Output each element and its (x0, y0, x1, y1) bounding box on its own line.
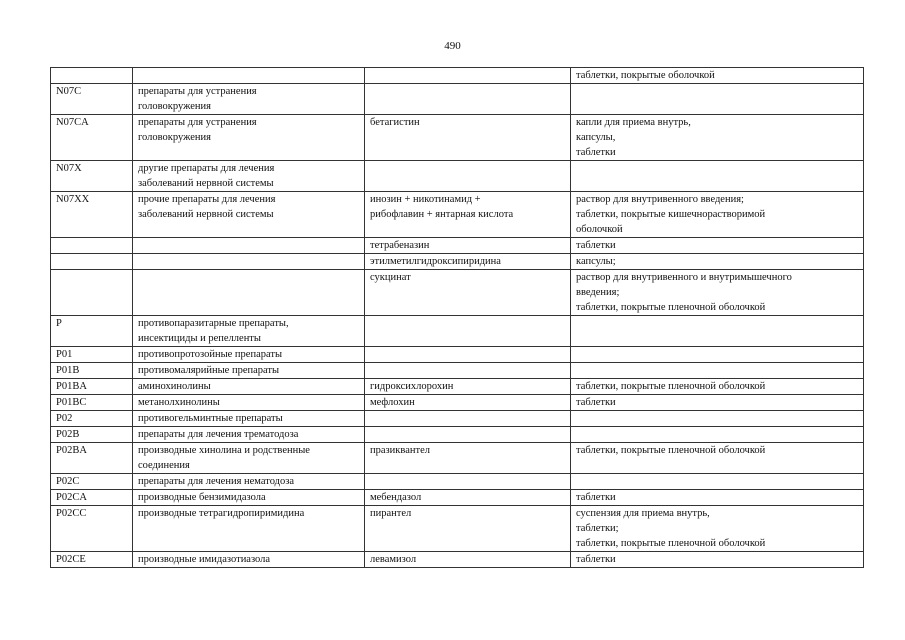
atc-code-cell: P01BC (51, 395, 133, 411)
atc-group-line: соединения (138, 460, 190, 471)
atc-group-line: противопротозойные препараты (138, 349, 283, 360)
atc-group-line: производные тетрагидропиримидина (138, 508, 305, 519)
atc-code-cell: P02CC (51, 506, 133, 552)
atc-group-cell (133, 443, 365, 474)
dosage-form-line: суспензия для приема внутрь, (576, 508, 710, 519)
dosage-form-cell (571, 115, 864, 161)
drug-name-cell (365, 363, 571, 379)
atc-group-line: метанолхинолины (138, 397, 220, 408)
atc-group-cell (133, 379, 365, 395)
dosage-form-line: капли для приема внутрь, (576, 117, 691, 128)
dosage-form-cell (571, 84, 864, 115)
atc-group-line: производные бензимидазола (138, 492, 266, 503)
table-row (51, 552, 864, 568)
atc-code-cell (51, 270, 133, 316)
dosage-form-cell (571, 238, 864, 254)
atc-group-line: противопаразитарные препараты, (138, 318, 289, 329)
drug-name-cell (365, 411, 571, 427)
table-row (51, 68, 864, 84)
drug-name-cell (365, 115, 571, 161)
table-row (51, 161, 864, 192)
dosage-form-line: таблетки (576, 397, 616, 408)
atc-code-cell: P02 (51, 411, 133, 427)
dosage-form-cell (571, 411, 864, 427)
dosage-form-cell (571, 443, 864, 474)
dosage-form-cell (571, 395, 864, 411)
atc-group-cell (133, 161, 365, 192)
table-row (51, 506, 864, 552)
dosage-form-cell (571, 347, 864, 363)
drug-name-line: рибофлавин + янтарная кислота (370, 209, 514, 220)
drug-name-cell (365, 84, 571, 115)
table-row (51, 443, 864, 474)
atc-code-cell: P02BA (51, 443, 133, 474)
atc-group-line: головокружения (138, 101, 211, 112)
atc-code-cell: P01B (51, 363, 133, 379)
drug-name-cell (365, 379, 571, 395)
atc-code-cell (51, 254, 133, 270)
drug-table (50, 67, 864, 568)
atc-code-cell: P02CE (51, 552, 133, 568)
drug-name-line: инозин + никотинамид + (370, 194, 481, 205)
drug-name-cell (365, 68, 571, 84)
atc-group-cell (133, 506, 365, 552)
table-row (51, 115, 864, 161)
atc-group-cell (133, 238, 365, 254)
atc-code-cell (51, 238, 133, 254)
atc-group-cell (133, 363, 365, 379)
atc-group-cell (133, 270, 365, 316)
atc-group-line: препараты для лечения трематодоза (138, 429, 299, 440)
drug-name-cell (365, 443, 571, 474)
drug-name-line: левамизол (370, 554, 417, 565)
table-row (51, 84, 864, 115)
atc-code-cell: N07X (51, 161, 133, 192)
page-number: 490 (444, 40, 461, 52)
atc-code-cell: P (51, 316, 133, 347)
dosage-form-line: таблетки, покрытые пленочной оболочкой (576, 445, 766, 456)
atc-group-cell (133, 427, 365, 443)
dosage-form-line: раствор для внутривенного и внутримышечного (576, 272, 792, 283)
dosage-form-line: таблетки (576, 147, 616, 158)
drug-name-line: тетрабеназин (370, 240, 430, 251)
drug-name-cell (365, 347, 571, 363)
atc-group-line: препараты для устранения (138, 117, 257, 128)
drug-name-cell (365, 395, 571, 411)
drug-name-cell (365, 270, 571, 316)
dosage-form-line: введения; (576, 287, 620, 298)
drug-name-line: бетагистин (370, 117, 420, 128)
atc-group-line: аминохинолины (138, 381, 211, 392)
dosage-form-cell (571, 379, 864, 395)
drug-name-cell (365, 506, 571, 552)
drug-name-cell (365, 490, 571, 506)
drug-name-cell (365, 238, 571, 254)
table-row (51, 192, 864, 238)
atc-group-line: противогельминтные препараты (138, 413, 283, 424)
drug-name-cell (365, 427, 571, 443)
dosage-form-cell (571, 490, 864, 506)
drug-name-cell (365, 161, 571, 192)
atc-group-line: головокружения (138, 132, 211, 143)
dosage-form-cell (571, 270, 864, 316)
table-row (51, 254, 864, 270)
table-row (51, 270, 864, 316)
drug-name-line: пирантел (370, 508, 412, 519)
atc-code-cell: P01BA (51, 379, 133, 395)
table-row (51, 427, 864, 443)
drug-name-line: мебендазол (370, 492, 422, 503)
atc-group-cell (133, 395, 365, 411)
atc-group-cell (133, 490, 365, 506)
drug-name-line: празиквантел (370, 445, 430, 456)
dosage-form-cell (571, 68, 864, 84)
dosage-form-line: таблетки, покрытые пленочной оболочкой (576, 381, 766, 392)
dosage-form-line: таблетки, покрытые оболочкой (576, 70, 715, 81)
drug-name-cell (365, 316, 571, 347)
atc-group-cell (133, 192, 365, 238)
dosage-form-line: оболочкой (576, 224, 623, 235)
dosage-form-line: капсулы; (576, 256, 616, 267)
dosage-form-cell (571, 474, 864, 490)
drug-name-cell (365, 552, 571, 568)
atc-group-line: производные имидазотиазола (138, 554, 271, 565)
table-row (51, 395, 864, 411)
table-row (51, 363, 864, 379)
atc-code-cell: N07C (51, 84, 133, 115)
drug-table-body (51, 68, 864, 568)
dosage-form-line: таблетки (576, 240, 616, 251)
dosage-form-cell (571, 506, 864, 552)
dosage-form-line: таблетки (576, 554, 616, 565)
atc-code-cell: P02CA (51, 490, 133, 506)
dosage-form-line: таблетки; (576, 523, 619, 534)
dosage-form-line: таблетки, покрытые пленочной оболочкой (576, 302, 766, 313)
drug-name-line: этилметилгидроксипиридина (370, 256, 501, 267)
atc-code-cell: P02B (51, 427, 133, 443)
atc-group-line: заболеваний нервной системы (138, 209, 274, 220)
dosage-form-cell (571, 552, 864, 568)
table-row (51, 411, 864, 427)
atc-code-cell: P01 (51, 347, 133, 363)
drug-name-line: мефлохин (370, 397, 415, 408)
dosage-form-cell (571, 254, 864, 270)
dosage-form-cell (571, 192, 864, 238)
atc-group-cell (133, 411, 365, 427)
atc-code-cell: P02C (51, 474, 133, 490)
table-row (51, 316, 864, 347)
atc-group-cell (133, 552, 365, 568)
dosage-form-line: таблетки, покрытые пленочной оболочкой (576, 538, 766, 549)
table-row (51, 490, 864, 506)
drug-name-cell (365, 474, 571, 490)
table-row (51, 379, 864, 395)
dosage-form-line: таблетки (576, 492, 616, 503)
dosage-form-line: капсулы, (576, 132, 616, 143)
atc-group-line: препараты для устранения (138, 86, 257, 97)
dosage-form-cell (571, 363, 864, 379)
atc-group-line: производные хинолина и родственные (138, 445, 310, 456)
dosage-form-cell (571, 316, 864, 347)
atc-group-cell (133, 474, 365, 490)
atc-group-line: другие препараты для лечения (138, 163, 275, 174)
atc-group-cell (133, 84, 365, 115)
atc-code-cell: N07XX (51, 192, 133, 238)
atc-group-cell (133, 316, 365, 347)
dosage-form-line: таблетки, покрытые кишечнорастворимой (576, 209, 766, 220)
atc-group-line: противомалярийные препараты (138, 365, 280, 376)
atc-group-cell (133, 115, 365, 161)
atc-code-cell (51, 68, 133, 84)
table-row (51, 238, 864, 254)
atc-group-line: препараты для лечения нематодоза (138, 476, 295, 487)
atc-group-cell (133, 254, 365, 270)
drug-name-cell (365, 192, 571, 238)
table-row (51, 347, 864, 363)
dosage-form-line: раствор для внутривенного введения; (576, 194, 744, 205)
atc-group-cell (133, 68, 365, 84)
dosage-form-cell (571, 427, 864, 443)
atc-code-cell: N07CA (51, 115, 133, 161)
table-row (51, 474, 864, 490)
drug-name-line: сукцинат (370, 272, 411, 283)
drug-name-cell (365, 254, 571, 270)
dosage-form-cell (571, 161, 864, 192)
drug-name-line: гидроксихлорохин (370, 381, 454, 392)
atc-group-line: заболеваний нервной системы (138, 178, 274, 189)
atc-group-cell (133, 347, 365, 363)
atc-group-line: прочие препараты для лечения (138, 194, 276, 205)
atc-group-line: инсектициды и репелленты (138, 333, 261, 344)
